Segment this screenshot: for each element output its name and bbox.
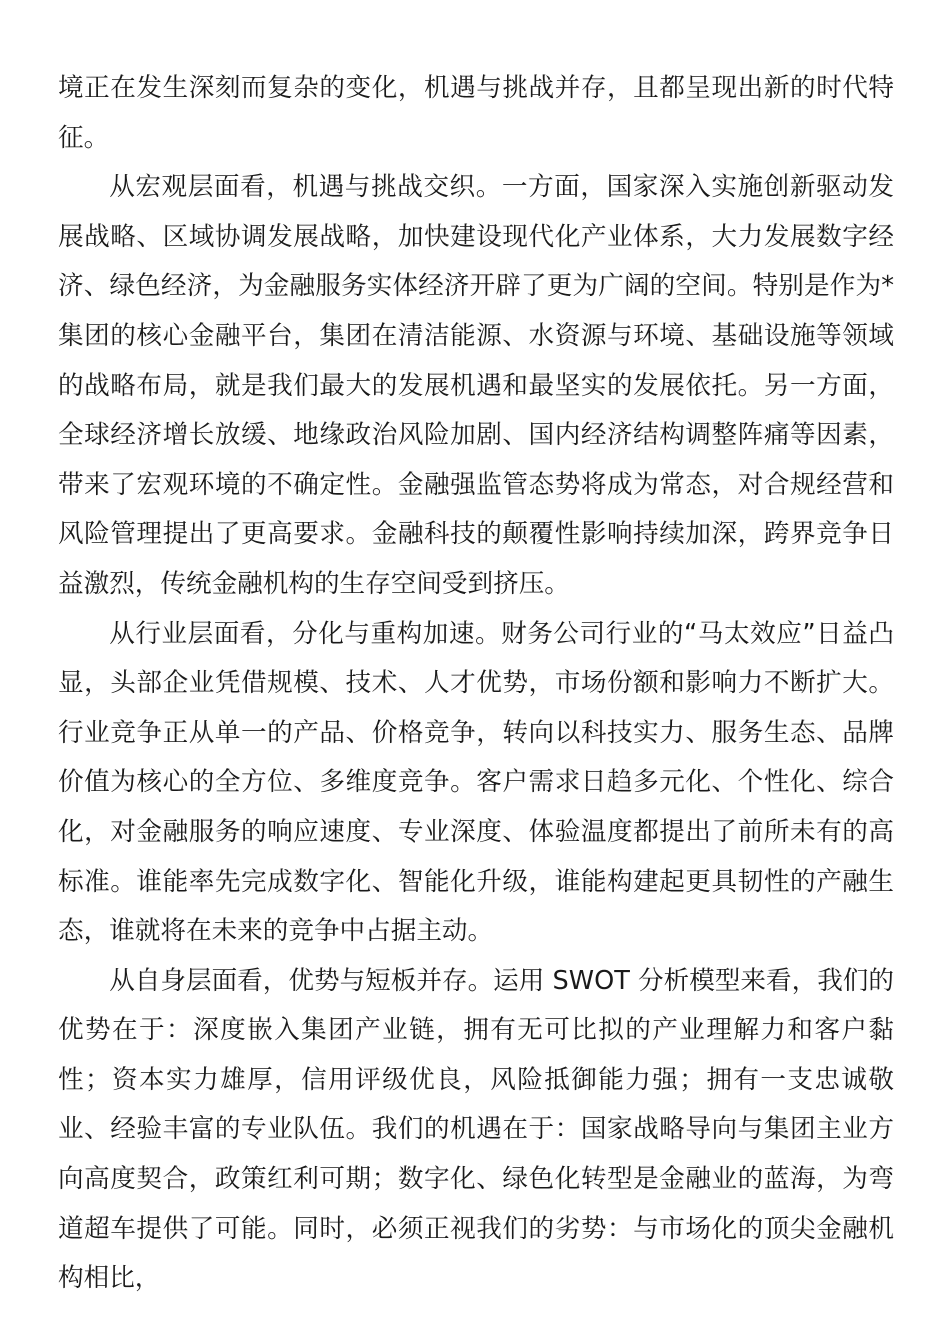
paragraph-industry-level: 从行业层面看，分化与重构加速。财务公司行业的“马太效应”日益凸显，头部企业凭借规模、技术、人才优势，市场份额和影响力不断扩大。行业竞争正从单一的产品、价格竞争，转向以科技实力、服务生态、品牌价值为核心的全方位、多维度竞争。客户需求日趋多元化、个性化、综合化，对金融服务的响应速度、专业深度、体验温度都提出了前所未有的高标准。谁能率先完成数字化、智能化升级，谁能构建起更具韧性的产融生态，谁就将在未来的竞争中占据主动。	[58, 618, 894, 947]
paragraph-macro-level: 从宏观层面看，机遇与挑战交织。一方面，国家深入实施创新驱动发展战略、区域协调发展战略，加快建设现代化产业体系，大力发展数字经济、绿色经济，为金融服务实体经济开辟了更为广阔的空间。特别是作为*集团的核心金融平台，集团在清洁能源、水资源与环境、基础设施等领域的战略布局，就是我们最大的发展机遇和最坚实的发展依托。另一方面，全球经济增长放缓、地缘政治风险加剧、国内经济结构调整阵痛等因素，带来了宏观环境的不确定性。金融强监管态势将成为常态，对合规经营和风险管理提出了更高要求。金融科技的颠覆性影响持续加深，跨界竞争日益激烈，传统金融机构的生存空间受到挤压。	[58, 172, 894, 599]
document-page	[58, 64, 894, 1304]
paragraph-continued: 境正在发生深刻而复杂的变化，机遇与挑战并存，且都呈现出新的时代特征。	[58, 73, 894, 153]
paragraph-self-level: 从自身层面看，优势与短板并存。运用 SWOT 分析模型来看，我们的优势在于：深度嵌入集团产业链，拥有无可比拟的产业理解力和客户黏性；资本实力雄厚，信用评级优良，风险抵御能力强；拥有一支忠诚敬业、经验丰富的专业队伍。我们的机遇在于：国家战略导向与集团主业方向高度契合，政策红利可期；数字化、绿色化转型是金融业的蓝海，为弯道超车提供了可能。同时，必须正视我们的劣势：与市场化的顶尖金融机构相比，	[58, 965, 894, 1294]
